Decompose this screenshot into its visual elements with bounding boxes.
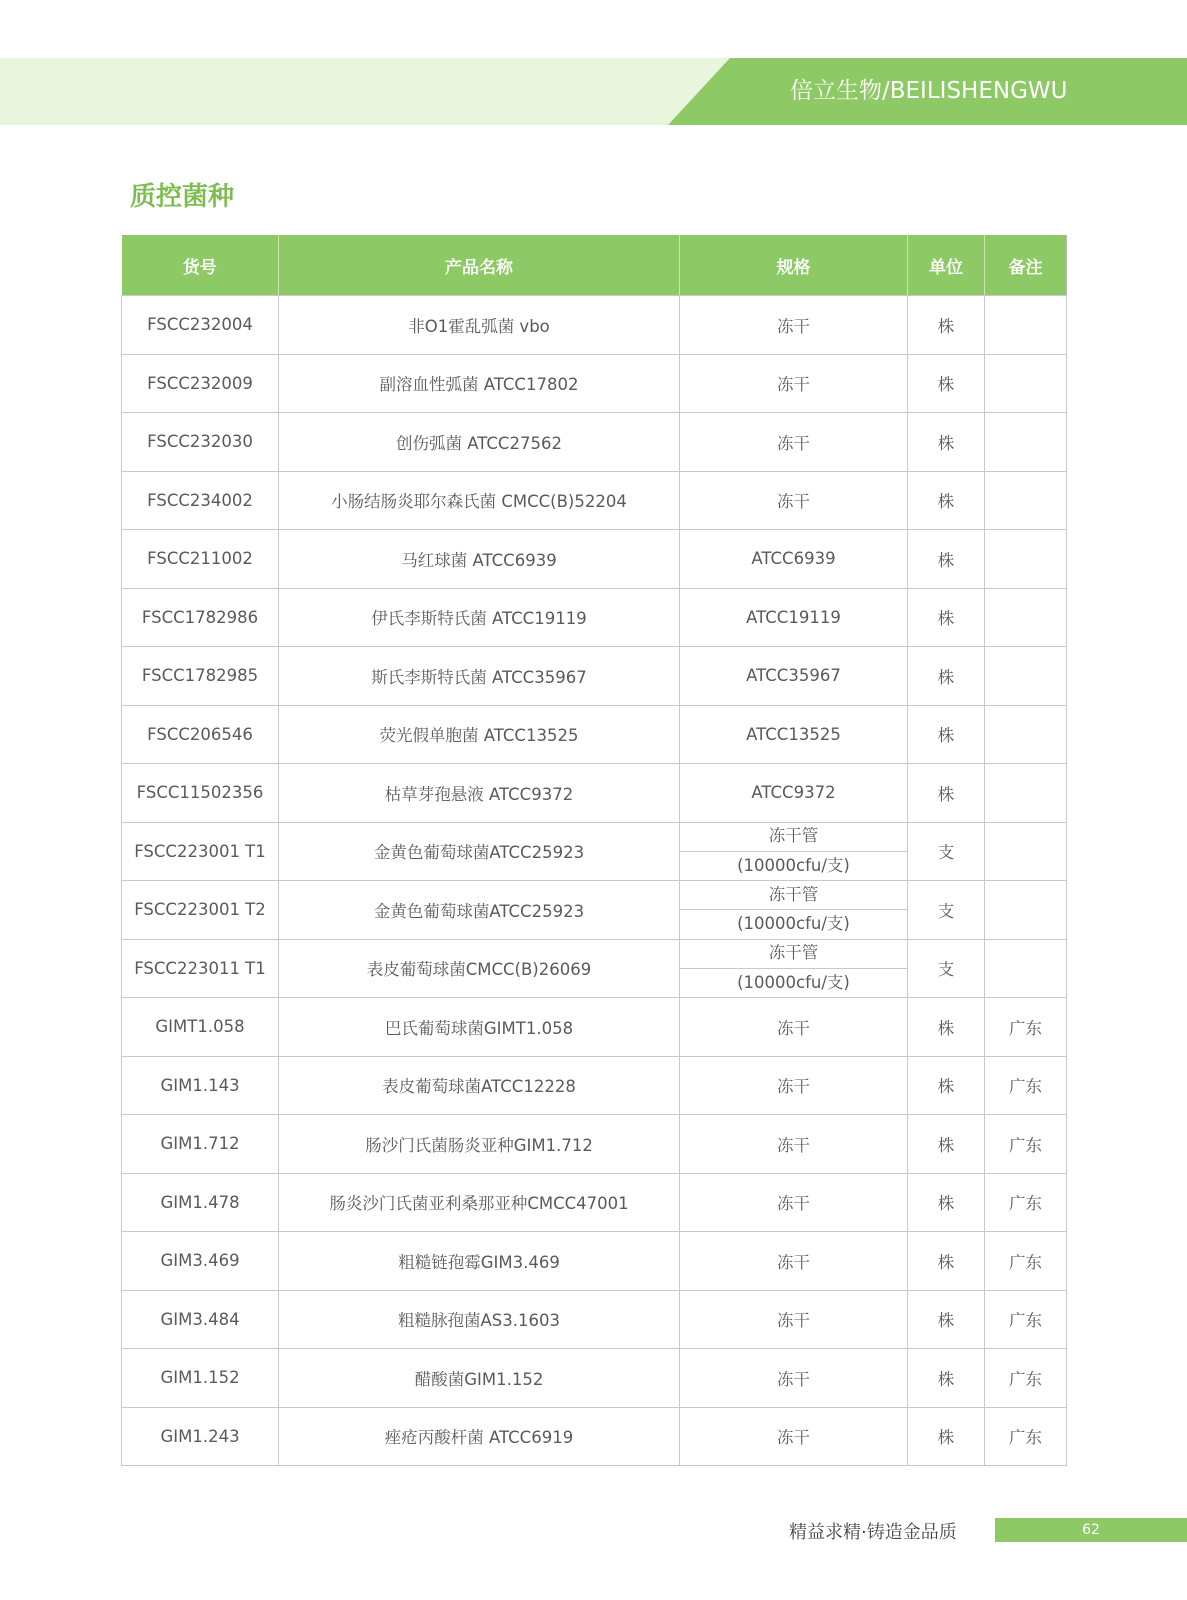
cell-unit: 株 [908,413,985,472]
table-row [122,1290,1067,1349]
cell-spec: 冻干 [680,1115,908,1174]
cell-spec: ATCC6939 [680,530,908,589]
table-row [122,354,1067,413]
table-row [122,296,1067,355]
cell-unit: 株 [908,764,985,823]
cell-unit: 支 [908,822,985,881]
cell-note: 广东 [985,1407,1067,1466]
column-header-code: 货号 [122,235,279,296]
table-row [122,588,1067,647]
cell-code: FSCC211002 [122,530,279,589]
cell-spec-line2: (10000cfu/支) [737,855,850,875]
cell-code: FSCC223001 T2 [122,881,279,940]
table-row [122,1349,1067,1408]
cell-note: 广东 [985,1056,1067,1115]
cell-note [985,764,1067,823]
cell-note [985,647,1067,706]
cell-product-name: 荧光假单胞菌 ATCC13525 [279,705,680,764]
cell-note [985,354,1067,413]
column-header-name: 产品名称 [279,235,680,296]
table-row [122,764,1067,823]
cell-code: GIM1.152 [122,1349,279,1408]
cell-product-name: 副溶血性弧菌 ATCC17802 [279,354,680,413]
cell-unit: 支 [908,881,985,940]
table-row [122,1407,1067,1466]
cell-product-name: 粗糙链孢霉GIM3.469 [279,1232,680,1291]
cell-note [985,296,1067,355]
table-row [122,1056,1067,1115]
cell-spec: 冻干 [680,1407,908,1466]
cell-spec: 冻干 [680,998,908,1057]
table-row [122,530,1067,589]
cell-product-name: 肠炎沙门氏菌亚利桑那亚种CMCC47001 [279,1173,680,1232]
table-row [122,939,1067,998]
cell-code: FSCC223011 T1 [122,939,279,998]
cell-spec [680,939,908,998]
table-row [122,881,1067,940]
cell-spec: ATCC13525 [680,705,908,764]
table-row [122,822,1067,881]
cell-spec: 冻干 [680,1232,908,1291]
cell-product-name: 醋酸菌GIM1.152 [279,1349,680,1408]
cell-unit: 株 [908,1173,985,1232]
cell-code: FSCC1782986 [122,588,279,647]
cell-spec-line1: 冻干管 [680,940,907,969]
cell-product-name: 表皮葡萄球菌ATCC12228 [279,1056,680,1115]
cell-code: FSCC11502356 [122,764,279,823]
table-row [122,998,1067,1057]
table-row [122,1232,1067,1291]
cell-product-name: 金黄色葡萄球菌ATCC25923 [279,822,680,881]
brand-title: 倍立生物/BEILISHENGWU [790,78,1068,104]
cell-product-name: 小肠结肠炎耶尔森氏菌 CMCC(B)52204 [279,471,680,530]
cell-product-name: 马红球菌 ATCC6939 [279,530,680,589]
cell-product-name: 肠沙门氏菌肠炎亚种GIM1.712 [279,1115,680,1174]
cell-spec: ATCC35967 [680,647,908,706]
cell-code: FSCC232009 [122,354,279,413]
cell-note [985,530,1067,589]
cell-unit: 株 [908,998,985,1057]
cell-spec [680,822,908,881]
cell-spec: ATCC19119 [680,588,908,647]
table-row [122,413,1067,472]
cell-note: 广东 [985,998,1067,1057]
section-title: 质控菌种 [130,182,235,212]
cell-note [985,471,1067,530]
cell-unit: 株 [908,1232,985,1291]
cell-spec: ATCC9372 [680,764,908,823]
cell-product-name: 表皮葡萄球菌CMCC(B)26069 [279,939,680,998]
cell-code: FSCC232004 [122,296,279,355]
cell-unit: 支 [908,939,985,998]
table-row [122,471,1067,530]
cell-spec: 冻干 [680,471,908,530]
table-body [122,296,1067,1466]
cell-spec: 冻干 [680,1290,908,1349]
cell-product-name: 枯草芽孢悬液 ATCC9372 [279,764,680,823]
cell-note [985,588,1067,647]
cell-code: GIM1.712 [122,1115,279,1174]
cell-code: GIMT1.058 [122,998,279,1057]
cell-spec-line1: 冻干管 [680,823,907,852]
table-row [122,647,1067,706]
cell-code: FSCC232030 [122,413,279,472]
cell-spec: 冻干 [680,1056,908,1115]
cell-spec-line2: (10000cfu/支) [737,914,850,934]
cell-product-name: 粗糙脉孢菌AS3.1603 [279,1290,680,1349]
cell-spec: 冻干 [680,413,908,472]
cell-spec: 冻干 [680,1173,908,1232]
cell-unit: 株 [908,705,985,764]
cell-spec: 冻干 [680,1349,908,1408]
column-header-spec: 规格 [680,235,908,296]
cell-code: FSCC1782985 [122,647,279,706]
cell-note [985,881,1067,940]
cell-note [985,822,1067,881]
column-header-unit: 单位 [908,235,985,296]
cell-unit: 株 [908,354,985,413]
table-row [122,1173,1067,1232]
cell-code: GIM1.478 [122,1173,279,1232]
cell-spec: 冻干 [680,354,908,413]
table-header-row [122,235,1067,296]
cell-product-name: 金黄色葡萄球菌ATCC25923 [279,881,680,940]
products-table [121,235,1067,1466]
cell-product-name: 巴氏葡萄球菌GIMT1.058 [279,998,680,1057]
table-row [122,1115,1067,1174]
cell-product-name: 斯氏李斯特氏菌 ATCC35967 [279,647,680,706]
cell-code: GIM3.484 [122,1290,279,1349]
cell-spec [680,881,908,940]
page-number: 62 [995,1518,1187,1542]
cell-note [985,939,1067,998]
cell-code: FSCC223001 T1 [122,822,279,881]
cell-unit: 株 [908,530,985,589]
cell-note: 广东 [985,1115,1067,1174]
cell-note [985,705,1067,764]
cell-unit: 株 [908,1349,985,1408]
cell-product-name: 伊氏李斯特氏菌 ATCC19119 [279,588,680,647]
cell-product-name: 创伤弧菌 ATCC27562 [279,413,680,472]
cell-unit: 株 [908,1290,985,1349]
cell-note [985,413,1067,472]
cell-spec-line2: (10000cfu/支) [737,972,850,992]
cell-unit: 株 [908,1407,985,1466]
table-row [122,705,1067,764]
cell-unit: 株 [908,296,985,355]
cell-unit: 株 [908,647,985,706]
cell-product-name: 非O1霍乱弧菌 vbo [279,296,680,355]
cell-note: 广东 [985,1349,1067,1408]
cell-unit: 株 [908,1115,985,1174]
cell-code: GIM1.143 [122,1056,279,1115]
cell-code: GIM3.469 [122,1232,279,1291]
cell-code: FSCC206546 [122,705,279,764]
cell-unit: 株 [908,1056,985,1115]
cell-code: FSCC234002 [122,471,279,530]
cell-product-name: 痤疮丙酸杆菌 ATCC6919 [279,1407,680,1466]
cell-note: 广东 [985,1173,1067,1232]
cell-code: GIM1.243 [122,1407,279,1466]
cell-unit: 株 [908,471,985,530]
footer-slogan: 精益求精·铸造金品质 [789,1522,957,1543]
cell-note: 广东 [985,1290,1067,1349]
cell-spec: 冻干 [680,296,908,355]
cell-spec-line1: 冻干管 [680,881,907,910]
column-header-note: 备注 [985,235,1067,296]
cell-note: 广东 [985,1232,1067,1291]
cell-unit: 株 [908,588,985,647]
